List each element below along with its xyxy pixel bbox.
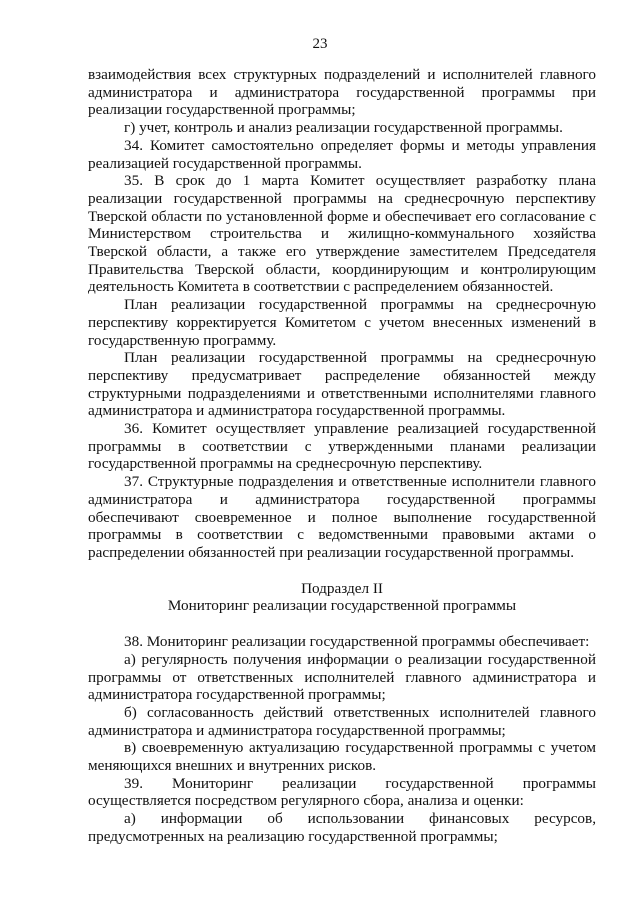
- paragraph-35: 35. В срок до 1 марта Комитет осуществляет разработку плана реализации государственной программы на среднесрочную перспективу Тверской области по установленной форме и обеспечивает его согласование с Министерством строительства и жилищно-коммунального хозяйства Тверской области, а также его утверждение заместителем Председателя Правительства Тверской области, координирующим и контролирующим деятельность Комитета в соответствии с распределением обязанностей.: [88, 172, 596, 296]
- paragraph-39: 39. Мониторинг реализации государственной программы осуществляется посредством регулярного сбора, анализа и оценки:: [88, 774, 596, 810]
- paragraph-37: 37. Структурные подразделения и ответственные исполнители главного администратора и администратора государственной программы обеспечивают своевременное и полное выполнение государственной программы в соответствии с ведомственными правовыми актами о распределении обязанностей при реализации государственной программы.: [88, 473, 596, 561]
- paragraph-38-a: а) регулярность получения информации о реализации государственной программы от ответственных исполнителей главного администратора и администратора государственной программы;: [88, 650, 596, 704]
- page-number: 23: [312, 36, 328, 52]
- subsection-title: Мониторинг реализации государственной программы: [167, 597, 517, 615]
- paragraph-39-a: а) информации об использовании финансовых ресурсов, предусмотренных на реализацию государственной программы;: [88, 810, 596, 845]
- paragraph-item-g: г) учет, контроль и анализ реализации государственной программы.: [124, 119, 563, 137]
- paragraph-38: 38. Мониторинг реализации государственной программы обеспечивает:: [124, 633, 590, 651]
- paragraph-continuation: взаимодействия всех структурных подразделений и исполнителей главного администратора и администратора государственной программы при реализации государственной программы;: [88, 66, 596, 119]
- document-body: [88, 66, 596, 846]
- paragraph-38-v: в) своевременную актуализацию государственной программы с учетом меняющихся внешних и внутренних рисков.: [88, 739, 596, 775]
- paragraph-plan-distribution: План реализации государственной программы на среднесрочную перспективу предусматривает распределение обязанностей между структурными подразделениями и ответственными исполнителями главного администратора и администратора государственной программы.: [88, 349, 596, 420]
- paragraph-34: 34. Комитет самостоятельно определяет формы и методы управления реализацией государственной программы.: [88, 136, 596, 172]
- subsection-number: Подраздел II: [301, 579, 383, 597]
- paragraph-38-b: б) согласованность действий ответственных исполнителей главного администратора и администратора государственной программы;: [88, 703, 596, 739]
- paragraph-36: 36. Комитет осуществляет управление реализацией государственной программы в соответствии с утвержденными планами реализации государственной программы на среднесрочную перспективу.: [88, 420, 596, 473]
- paragraph-plan-correction: План реализации государственной программы на среднесрочную перспективу корректируется Комитетом с учетом внесенных изменений в государственную программу.: [88, 296, 596, 349]
